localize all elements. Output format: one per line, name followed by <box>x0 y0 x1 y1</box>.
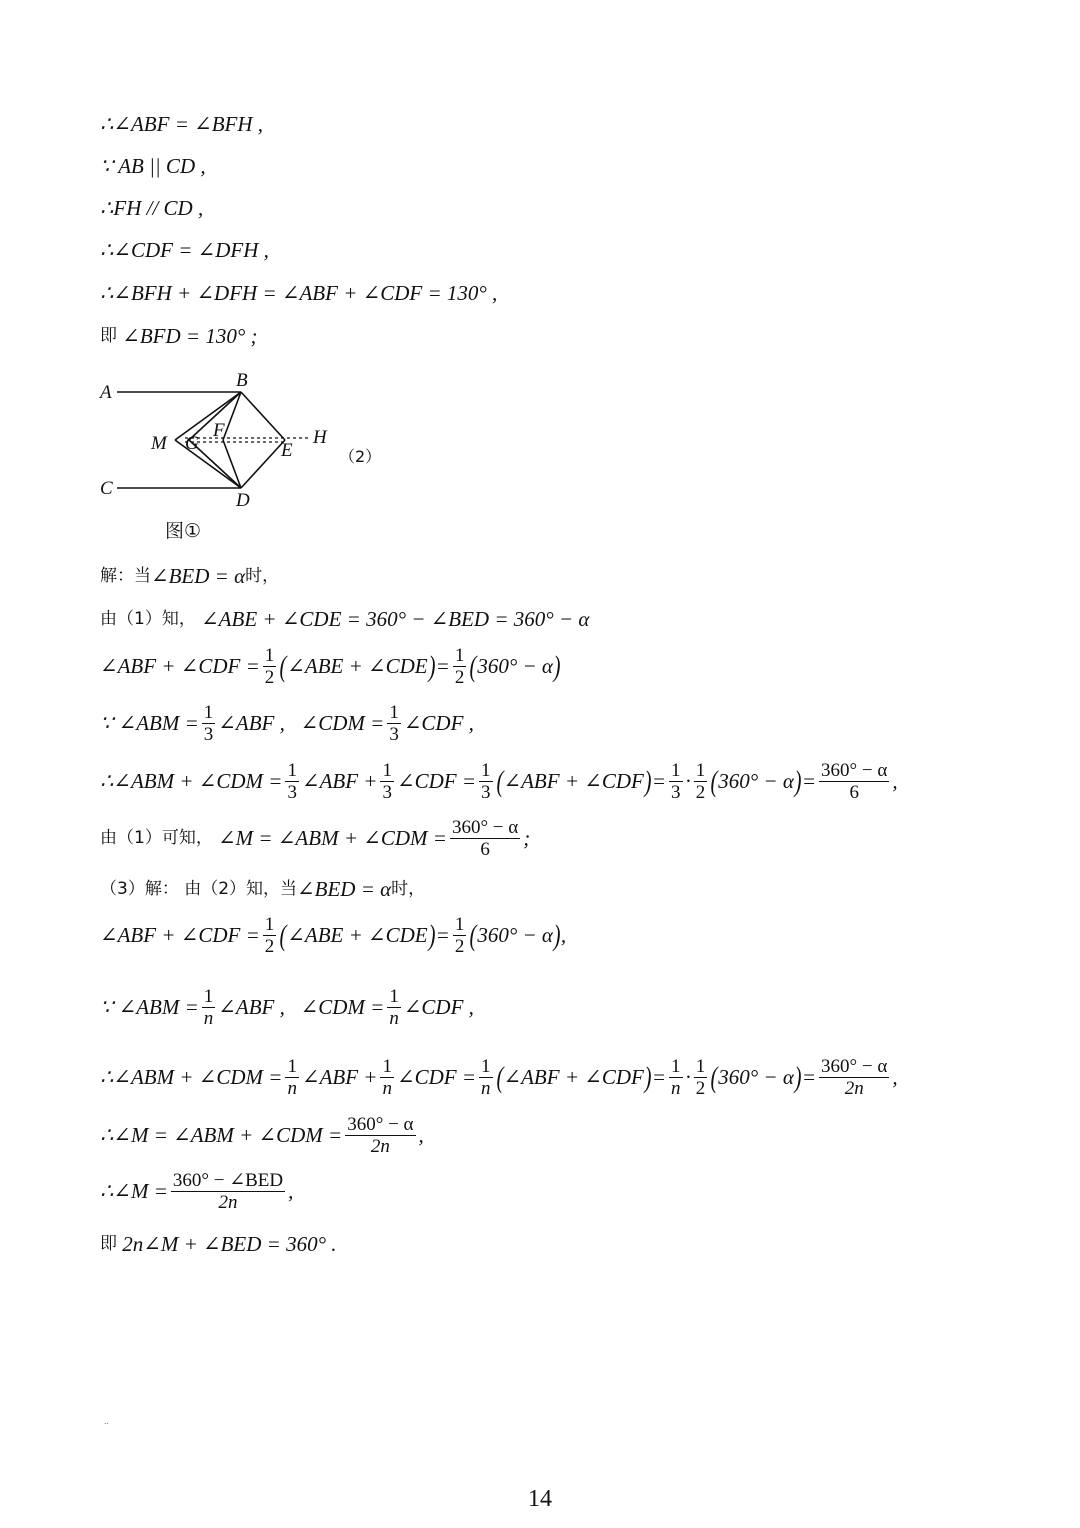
expr-m-sum: ∠M = ∠ABM + ∠CDM = <box>218 826 447 851</box>
paren-close: ) <box>428 918 436 952</box>
figure-caption: 图① <box>165 520 202 542</box>
line-sum-130: ∴∠BFH + ∠DFH = ∠ABF + ∠CDF = 130° , <box>100 281 498 305</box>
expr-abm: ∵ ∠ABM = <box>100 711 199 736</box>
fraction-one-third: $\frac{1}{3}$ <box>203 702 214 746</box>
expr-lhs: ∠ABF + ∠CDF = <box>100 923 260 948</box>
equals-sign: = <box>801 1065 817 1090</box>
line-abm-cdm-sum-n <box>100 1056 898 1100</box>
segment-ed <box>241 440 285 488</box>
point-label-m: M <box>151 433 167 454</box>
fraction-one-third: $\frac{1}{3}$ <box>671 760 681 804</box>
label-jie-dang: 解：当 <box>100 566 151 586</box>
expr-abf-cdf-sum: ∠ABF + ∠CDF <box>503 1065 644 1090</box>
expr-bed-alpha: ∠BED = α <box>151 564 246 588</box>
point-label-g: G <box>185 433 199 454</box>
comma: , <box>892 769 898 794</box>
fraction-one-over-n: $\frac{1}{n}$ <box>382 1056 392 1100</box>
expr-m-sum: ∴∠M = ∠ABM + ∠CDM = <box>100 1123 343 1148</box>
expr-lhs: ∠ABF + ∠CDF = <box>100 654 260 679</box>
line-bfd-130 <box>100 326 257 347</box>
line-part3-intro <box>100 879 425 900</box>
expr-cdm: ∠CDM = <box>300 711 385 736</box>
label-part3: （3）解： 由（2）知，当 <box>100 879 298 899</box>
fraction-one-third: $\frac{1}{3}$ <box>481 760 491 804</box>
equals-sign: = <box>651 1065 667 1090</box>
line-ab-parallel-cd: ∵ AB || CD , <box>100 154 206 178</box>
line-abf-cdf-half-2 <box>100 914 566 958</box>
expr-bed-alpha: ∠BED = α <box>297 877 392 901</box>
comma: , <box>418 1123 424 1148</box>
label-ji: 即 <box>100 326 117 346</box>
point-label-c: C <box>100 478 113 499</box>
point-label-d: D <box>236 490 250 511</box>
fraction-one-half: $\frac{1}{2}$ <box>695 760 706 804</box>
paren-open: ( <box>469 918 477 952</box>
line-abm-cdm-sum-third <box>100 760 898 804</box>
part-label: （2） <box>339 447 382 466</box>
line-fh-parallel-cd: ∴FH // CD , <box>100 196 204 220</box>
comma: , <box>560 923 567 948</box>
fraction-one-half: $\frac{1}{2}$ <box>264 645 275 689</box>
fraction-one-third: $\frac{1}{3}$ <box>382 760 392 804</box>
line-cdf-eq-dfh: ∴∠CDF = ∠DFH , <box>100 238 269 262</box>
line-abm-over-n <box>100 986 474 1030</box>
fraction-one-third: $\frac{1}{3}$ <box>389 702 399 746</box>
expr-abe-cde-sum: ∠ABE + ∠CDE <box>287 654 428 679</box>
fraction-one-over-n: $\frac{1}{n}$ <box>671 1056 681 1100</box>
dot-operator: · <box>685 769 691 794</box>
line-when-bed-alpha <box>100 566 279 587</box>
expr-360-minus-alpha: 360° − α <box>718 769 794 794</box>
page-number: 14 <box>528 1486 552 1512</box>
point-label-h: H <box>313 427 327 448</box>
fraction-one-third: $\frac{1}{3}$ <box>287 760 297 804</box>
label-from-1-known: 由（1）可知， <box>100 828 213 849</box>
expr-cdf: ∠CDF , <box>403 711 474 736</box>
expr-abf: ∠ABF + <box>301 769 378 794</box>
expr-abf: ∠ABF , <box>218 995 285 1020</box>
comma: , <box>892 1065 898 1090</box>
equals-sign: = <box>801 769 817 794</box>
label-shi: 时， <box>391 879 426 899</box>
expr-cdf: ∠CDF = <box>396 769 476 794</box>
line-abf-eq-bfh: ∴∠ABF = ∠BFH , <box>100 112 264 136</box>
point-label-b: B <box>236 370 248 391</box>
line-m-result-2n <box>100 1114 424 1158</box>
paren-close: ) <box>428 649 436 683</box>
paren-close: ) <box>794 1060 802 1094</box>
paren-open: ( <box>496 1060 503 1094</box>
line-abf-cdf-half <box>100 645 561 689</box>
fraction-one-over-n: $\frac{1}{n}$ <box>389 986 399 1030</box>
point-label-a: A <box>100 382 112 403</box>
expr-abf-cdf-sum: ∠ABF + ∠CDF <box>503 769 644 794</box>
fraction-one-over-n: $\frac{1}{n}$ <box>203 986 214 1030</box>
paren-open: ( <box>710 1060 718 1094</box>
fraction-one-half: $\frac{1}{2}$ <box>454 645 465 689</box>
fraction-alpha-over-2n: $\frac{360^\circ - \alpha}{2n}$ <box>347 1114 414 1158</box>
fraction-alpha-over-6: $\frac{360^\circ - \alpha}{6}$ <box>821 760 888 804</box>
fraction-one-over-n: $\frac{1}{n}$ <box>287 1056 297 1100</box>
geometry-figure <box>95 368 395 543</box>
expr-cdm: ∠CDM = <box>300 995 385 1020</box>
expr-abe-cde-sum: ∠ABE + ∠CDE <box>287 923 428 948</box>
expr-abm: ∵ ∠ABM = <box>100 995 199 1020</box>
expr-360-minus-alpha: 360° − α <box>477 654 553 679</box>
point-label-f: F <box>213 420 225 441</box>
paren-open: ( <box>469 649 477 683</box>
expr-lhs: ∴∠ABM + ∠CDM = <box>100 1065 283 1090</box>
equals-sign: = <box>435 923 450 948</box>
line-abe-cde <box>100 609 589 630</box>
equals-sign: = <box>435 654 450 679</box>
expr-bfd: ∠BFD = 130° ; <box>122 324 258 348</box>
equals-sign: = <box>651 769 667 794</box>
paren-close: ) <box>644 1060 652 1094</box>
line-abm-third <box>100 702 474 746</box>
paren-open: ( <box>279 649 287 683</box>
expr-final: 2n∠M + ∠BED = 360° . <box>122 1232 337 1256</box>
semicolon: ; <box>523 826 531 851</box>
expr-m: ∴∠M = <box>100 1179 168 1204</box>
fraction-one-over-n: $\frac{1}{n}$ <box>481 1056 491 1100</box>
expr-cdf: ∠CDF = <box>396 1065 476 1090</box>
expr-abf: ∠ABF + <box>301 1065 378 1090</box>
expr-lhs: ∴∠ABM + ∠CDM = <box>100 769 283 794</box>
point-label-e: E <box>281 440 293 461</box>
expr-360-minus-alpha: 360° − α <box>477 923 553 948</box>
expr-360-minus-alpha: 360° − α <box>718 1065 794 1090</box>
expr-abf: ∠ABF , <box>218 711 285 736</box>
comma: , <box>288 1179 294 1204</box>
dot-operator: · <box>685 1065 691 1090</box>
label-shi: 时， <box>245 566 280 586</box>
fraction-one-half: $\frac{1}{2}$ <box>695 1056 706 1100</box>
fraction-one-half: $\frac{1}{2}$ <box>264 914 275 958</box>
paren-open: ( <box>279 918 287 952</box>
fraction-alpha-over-2n: $\frac{360^\circ - \alpha}{2n}$ <box>821 1056 888 1100</box>
paren-close: ) <box>553 918 561 952</box>
fraction-one-half: $\frac{1}{2}$ <box>454 914 465 958</box>
line-m-result-6 <box>100 817 530 861</box>
paren-close: ) <box>794 764 802 798</box>
expr-cdf: ∠CDF , <box>403 995 474 1020</box>
paren-close: ) <box>644 764 652 798</box>
line-m-bed-2n <box>100 1170 293 1214</box>
label-ji: 即 <box>100 1234 117 1254</box>
paren-open: ( <box>710 764 718 798</box>
label-from-1: 由（1）知， <box>100 609 196 629</box>
expr-abe-cde: ∠ABE + ∠CDE = 360° − ∠BED = 360° − α <box>201 607 590 631</box>
paren-close: ) <box>553 649 561 683</box>
fraction-bed-over-2n: $\frac{\text{360° − ∠BED}}{2n}$ <box>172 1170 284 1214</box>
paren-open: ( <box>496 764 503 798</box>
fraction-alpha-over-6: $\frac{360^\circ - \alpha}{6}$ <box>451 817 519 861</box>
stray-dots: .. <box>104 1416 109 1426</box>
line-final-conclusion <box>100 1234 337 1255</box>
segment-be <box>241 392 285 440</box>
